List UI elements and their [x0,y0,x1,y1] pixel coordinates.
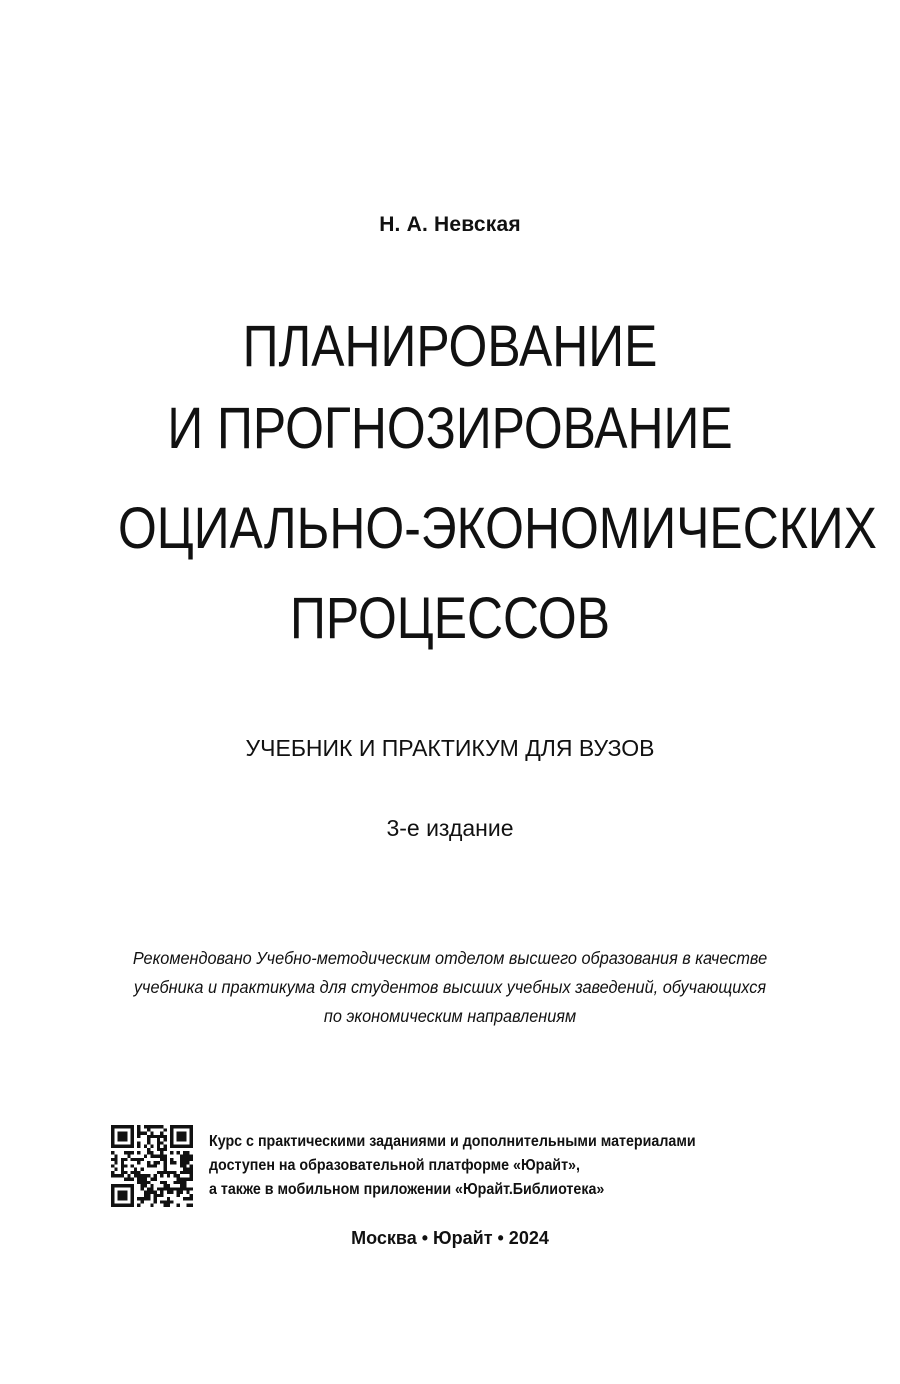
recommendation-line-1: Рекомендовано Учебно-методическим отделом высшего образования в качестве [132,948,768,968]
course-info [209,1130,738,1202]
author-name: Н. А. Невская [379,213,521,236]
title-line-3: ОЦИАЛЬНО-ЭКОНОМИЧЕСКИХ [118,496,877,561]
title-line-2: И ПРОГНОЗИРОВАНИЕ [167,396,733,461]
qr-code-icon[interactable] [111,1125,193,1207]
qr-code-graphic [111,1125,193,1207]
title-line-4: ПРОЦЕССОВ [289,586,611,651]
course-line-2: доступен на образовательной платформе «Юрайт», [209,1157,580,1174]
title-line-1: ПЛАНИРОВАНИЕ [242,314,658,379]
publisher-imprint: Москва • Юрайт • 2024 [351,1228,549,1248]
recommendation-line-3: по экономическим направлениям [323,1006,577,1026]
edition-label: 3-е издание [386,815,514,841]
recommendation-line-2: учебника и практикума для студентов высших учебных заведений, обучающихся [133,977,767,997]
course-line-1: Курс с практическими заданиями и дополнительными материалами [209,1133,696,1150]
book-title [0,312,900,682]
course-line-3: а также в мобильном приложении «Юрайт.Библиотека» [209,1181,605,1198]
recommendation-note [0,944,900,1031]
book-subtitle: УЧЕБНИК И ПРАКТИКУМ ДЛЯ ВУЗОВ [245,735,655,761]
